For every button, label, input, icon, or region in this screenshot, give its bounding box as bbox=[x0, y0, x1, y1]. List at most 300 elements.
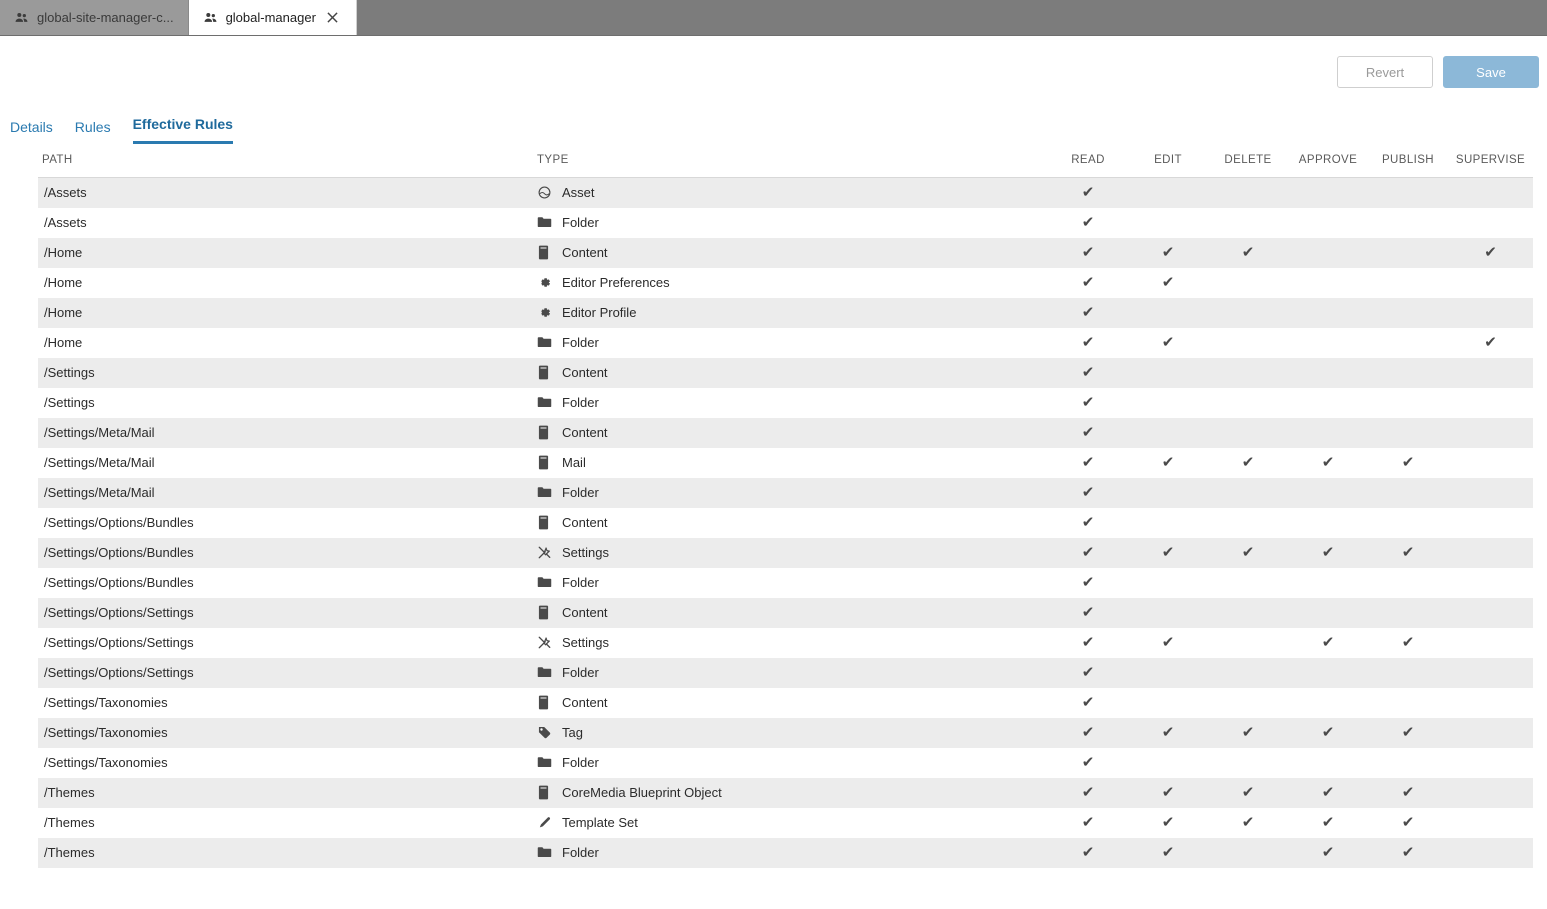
table-row[interactable] bbox=[38, 268, 1533, 298]
cell-type bbox=[533, 628, 1048, 658]
cell-type bbox=[533, 658, 1048, 688]
column-header-read[interactable]: READ bbox=[1048, 154, 1128, 178]
check-icon: ✔ bbox=[1241, 724, 1255, 741]
cell-supervise bbox=[1448, 568, 1533, 598]
cell-delete bbox=[1208, 748, 1288, 778]
table-row[interactable] bbox=[38, 178, 1533, 208]
mail-icon bbox=[537, 455, 553, 471]
cell-approve bbox=[1288, 238, 1368, 268]
cell-supervise bbox=[1448, 388, 1533, 418]
check-icon: ✔ bbox=[1081, 364, 1095, 381]
folder-icon bbox=[537, 755, 553, 771]
cell-supervise bbox=[1448, 448, 1533, 478]
cell-read bbox=[1048, 208, 1128, 238]
check-icon: ✔ bbox=[1241, 244, 1255, 261]
cell-path: /Settings/Meta/Mail bbox=[44, 425, 155, 440]
cell-delete bbox=[1208, 688, 1288, 718]
table-row[interactable] bbox=[38, 838, 1533, 868]
check-icon: ✔ bbox=[1161, 814, 1175, 831]
cell-edit bbox=[1128, 508, 1208, 538]
cell-read bbox=[1048, 508, 1128, 538]
cell-delete bbox=[1208, 238, 1288, 268]
cell-approve bbox=[1288, 838, 1368, 868]
cell-delete bbox=[1208, 778, 1288, 808]
type-label: CoreMedia Blueprint Object bbox=[562, 785, 722, 800]
check-icon: ✔ bbox=[1081, 454, 1095, 471]
tab-rules[interactable]: Rules bbox=[74, 119, 111, 135]
check-icon: ✔ bbox=[1321, 784, 1335, 801]
check-icon: ✔ bbox=[1081, 574, 1095, 591]
cell-read bbox=[1048, 748, 1128, 778]
cell-approve bbox=[1288, 598, 1368, 628]
cell-type bbox=[533, 538, 1048, 568]
tab-details[interactable]: Details bbox=[10, 119, 53, 135]
cell-delete bbox=[1208, 598, 1288, 628]
action-toolbar bbox=[0, 36, 1547, 108]
check-icon: ✔ bbox=[1081, 544, 1095, 561]
cell-edit bbox=[1128, 568, 1208, 598]
type-label: Folder bbox=[562, 755, 599, 770]
cell-delete bbox=[1208, 298, 1288, 328]
table-row[interactable] bbox=[38, 298, 1533, 328]
cell-read bbox=[1048, 718, 1128, 748]
table-row[interactable] bbox=[38, 718, 1533, 748]
cell-type bbox=[533, 238, 1048, 268]
cell-approve bbox=[1288, 688, 1368, 718]
cell-read bbox=[1048, 328, 1128, 358]
check-icon: ✔ bbox=[1081, 214, 1095, 231]
table-row[interactable] bbox=[38, 658, 1533, 688]
cell-supervise bbox=[1448, 808, 1533, 838]
cell-approve bbox=[1288, 208, 1368, 238]
check-icon: ✔ bbox=[1081, 394, 1095, 411]
cell-path: /Settings/Options/Settings bbox=[44, 605, 194, 620]
save-button[interactable]: Save bbox=[1443, 56, 1539, 88]
cell-edit bbox=[1128, 598, 1208, 628]
check-icon: ✔ bbox=[1081, 484, 1095, 501]
cell-delete bbox=[1208, 808, 1288, 838]
content-icon bbox=[537, 695, 553, 711]
cell-approve bbox=[1288, 298, 1368, 328]
type-label: Template Set bbox=[562, 815, 638, 830]
type-label: Content bbox=[562, 425, 608, 440]
cell-read bbox=[1048, 358, 1128, 388]
cell-publish bbox=[1368, 298, 1448, 328]
cell-path: /Settings/Options/Bundles bbox=[44, 545, 194, 560]
column-header-supervise[interactable]: SUPERVISE bbox=[1448, 154, 1533, 178]
cell-approve bbox=[1288, 418, 1368, 448]
cell-delete bbox=[1208, 658, 1288, 688]
table-row[interactable] bbox=[38, 208, 1533, 238]
check-icon: ✔ bbox=[1241, 454, 1255, 471]
check-icon: ✔ bbox=[1161, 334, 1175, 351]
check-icon: ✔ bbox=[1401, 544, 1415, 561]
cell-read bbox=[1048, 448, 1128, 478]
column-header-type[interactable]: TYPE bbox=[533, 154, 1048, 178]
close-icon[interactable] bbox=[324, 9, 342, 27]
check-icon: ✔ bbox=[1161, 784, 1175, 801]
cell-read bbox=[1048, 658, 1128, 688]
cell-path: /Themes bbox=[44, 845, 95, 860]
cell-edit bbox=[1128, 418, 1208, 448]
cell-supervise bbox=[1448, 328, 1533, 358]
browser-tab-label: global-manager bbox=[225, 10, 316, 25]
content-icon bbox=[537, 605, 553, 621]
cell-read bbox=[1048, 238, 1128, 268]
table-row[interactable] bbox=[38, 628, 1533, 658]
cell-supervise bbox=[1448, 688, 1533, 718]
cell-delete bbox=[1208, 328, 1288, 358]
cell-delete bbox=[1208, 448, 1288, 478]
cell-edit bbox=[1128, 328, 1208, 358]
cell-publish bbox=[1368, 838, 1448, 868]
effective-rules-table bbox=[38, 154, 1533, 868]
cell-type bbox=[533, 598, 1048, 628]
cell-publish bbox=[1368, 628, 1448, 658]
cell-path: /Settings/Options/Settings bbox=[44, 635, 194, 650]
folder-icon bbox=[537, 845, 553, 861]
type-label: Content bbox=[562, 605, 608, 620]
cell-publish bbox=[1368, 268, 1448, 298]
check-icon: ✔ bbox=[1081, 844, 1095, 861]
content-icon bbox=[537, 245, 553, 261]
table-row[interactable] bbox=[38, 418, 1533, 448]
cell-edit bbox=[1128, 478, 1208, 508]
check-icon: ✔ bbox=[1321, 724, 1335, 741]
cell-supervise bbox=[1448, 508, 1533, 538]
cell-edit bbox=[1128, 838, 1208, 868]
settings-icon bbox=[537, 635, 553, 651]
browser-tab-0[interactable] bbox=[0, 0, 189, 35]
cell-supervise bbox=[1448, 298, 1533, 328]
cell-type bbox=[533, 808, 1048, 838]
cell-path: /Themes bbox=[44, 815, 95, 830]
check-icon: ✔ bbox=[1401, 784, 1415, 801]
cell-type bbox=[533, 748, 1048, 778]
cell-supervise bbox=[1448, 628, 1533, 658]
cell-type bbox=[533, 778, 1048, 808]
gear-icon bbox=[537, 305, 553, 321]
cell-publish bbox=[1368, 808, 1448, 838]
type-label: Content bbox=[562, 515, 608, 530]
table-row[interactable] bbox=[38, 508, 1533, 538]
cell-publish bbox=[1368, 598, 1448, 628]
content-icon bbox=[537, 515, 553, 531]
check-icon: ✔ bbox=[1081, 274, 1095, 291]
cell-publish bbox=[1368, 448, 1448, 478]
check-icon: ✔ bbox=[1081, 424, 1095, 441]
table-row[interactable] bbox=[38, 328, 1533, 358]
column-header-path[interactable]: PATH bbox=[38, 154, 533, 178]
table-row[interactable] bbox=[38, 568, 1533, 598]
type-label: Folder bbox=[562, 575, 599, 590]
check-icon: ✔ bbox=[1321, 454, 1335, 471]
check-icon: ✔ bbox=[1401, 844, 1415, 861]
check-icon: ✔ bbox=[1081, 754, 1095, 771]
table-row[interactable] bbox=[38, 538, 1533, 568]
cell-edit bbox=[1128, 388, 1208, 418]
cell-supervise bbox=[1448, 718, 1533, 748]
check-icon: ✔ bbox=[1401, 814, 1415, 831]
cell-path: /Settings/Taxonomies bbox=[44, 725, 168, 740]
cell-publish bbox=[1368, 418, 1448, 448]
column-header-delete[interactable]: DELETE bbox=[1208, 154, 1288, 178]
cell-publish bbox=[1368, 328, 1448, 358]
cell-read bbox=[1048, 538, 1128, 568]
type-label: Settings bbox=[562, 635, 609, 650]
cell-supervise bbox=[1448, 778, 1533, 808]
cell-path: /Settings/Options/Bundles bbox=[44, 575, 194, 590]
cell-edit bbox=[1128, 268, 1208, 298]
check-icon: ✔ bbox=[1081, 784, 1095, 801]
cell-publish bbox=[1368, 508, 1448, 538]
cell-edit bbox=[1128, 688, 1208, 718]
check-icon: ✔ bbox=[1241, 784, 1255, 801]
cell-edit bbox=[1128, 538, 1208, 568]
type-label: Content bbox=[562, 245, 608, 260]
check-icon: ✔ bbox=[1081, 634, 1095, 651]
template-icon bbox=[537, 815, 553, 831]
cell-supervise bbox=[1448, 358, 1533, 388]
cell-path: /Settings/Meta/Mail bbox=[44, 485, 155, 500]
cell-type bbox=[533, 448, 1048, 478]
cell-read bbox=[1048, 418, 1128, 448]
cell-supervise bbox=[1448, 838, 1533, 868]
check-icon: ✔ bbox=[1081, 514, 1095, 531]
cell-path: /Home bbox=[44, 305, 83, 320]
check-icon: ✔ bbox=[1161, 274, 1175, 291]
check-icon: ✔ bbox=[1241, 544, 1255, 561]
cell-delete bbox=[1208, 268, 1288, 298]
cell-delete bbox=[1208, 208, 1288, 238]
check-icon: ✔ bbox=[1081, 334, 1095, 351]
cell-delete bbox=[1208, 508, 1288, 538]
check-icon: ✔ bbox=[1081, 604, 1095, 621]
table-row[interactable] bbox=[38, 478, 1533, 508]
type-label: Editor Profile bbox=[562, 305, 637, 320]
type-label: Content bbox=[562, 695, 608, 710]
folder-icon bbox=[537, 665, 553, 681]
check-icon: ✔ bbox=[1161, 544, 1175, 561]
cell-type bbox=[533, 358, 1048, 388]
check-icon: ✔ bbox=[1081, 184, 1095, 202]
folder-icon bbox=[537, 575, 553, 591]
cell-read bbox=[1048, 178, 1128, 208]
cell-read bbox=[1048, 478, 1128, 508]
table-row[interactable] bbox=[38, 688, 1533, 718]
type-label: Tag bbox=[562, 725, 583, 740]
cell-approve bbox=[1288, 718, 1368, 748]
cell-approve bbox=[1288, 628, 1368, 658]
browser-tab-1[interactable] bbox=[189, 0, 357, 35]
cell-read bbox=[1048, 688, 1128, 718]
browser-tab-bar bbox=[0, 0, 1547, 36]
cell-approve bbox=[1288, 808, 1368, 838]
cell-edit bbox=[1128, 448, 1208, 478]
cell-read bbox=[1048, 568, 1128, 598]
content-icon bbox=[537, 785, 553, 801]
check-icon: ✔ bbox=[1161, 634, 1175, 651]
cell-supervise bbox=[1448, 478, 1533, 508]
check-icon: ✔ bbox=[1161, 244, 1175, 261]
cell-publish bbox=[1368, 688, 1448, 718]
type-label: Mail bbox=[562, 455, 586, 470]
cell-type bbox=[533, 208, 1048, 238]
cell-supervise bbox=[1448, 268, 1533, 298]
cell-approve bbox=[1288, 508, 1368, 538]
cell-publish bbox=[1368, 208, 1448, 238]
cell-read bbox=[1048, 388, 1128, 418]
cell-delete bbox=[1208, 718, 1288, 748]
cell-type bbox=[533, 838, 1048, 868]
type-label: Folder bbox=[562, 335, 599, 350]
cell-edit bbox=[1128, 748, 1208, 778]
type-label: Settings bbox=[562, 545, 609, 560]
content-icon bbox=[537, 365, 553, 381]
cell-path: /Settings/Options/Bundles bbox=[44, 515, 194, 530]
cell-type bbox=[533, 328, 1048, 358]
cell-type bbox=[533, 418, 1048, 448]
check-icon: ✔ bbox=[1484, 334, 1497, 351]
revert-button[interactable]: Revert bbox=[1337, 56, 1433, 88]
people-icon bbox=[14, 10, 29, 25]
cell-path: /Settings/Taxonomies bbox=[44, 695, 168, 710]
check-icon: ✔ bbox=[1241, 814, 1255, 831]
folder-icon bbox=[537, 485, 553, 501]
cell-publish bbox=[1368, 538, 1448, 568]
cell-edit bbox=[1128, 808, 1208, 838]
cell-approve bbox=[1288, 568, 1368, 598]
cell-read bbox=[1048, 808, 1128, 838]
check-icon: ✔ bbox=[1321, 544, 1335, 561]
cell-type bbox=[533, 268, 1048, 298]
cell-delete bbox=[1208, 628, 1288, 658]
check-icon: ✔ bbox=[1321, 844, 1335, 861]
cell-approve bbox=[1288, 328, 1368, 358]
table-row[interactable] bbox=[38, 748, 1533, 778]
tag-icon bbox=[537, 725, 553, 741]
tab-effective-rules[interactable]: Effective Rules bbox=[133, 116, 233, 144]
cell-publish bbox=[1368, 388, 1448, 418]
check-icon: ✔ bbox=[1081, 694, 1095, 711]
cell-approve bbox=[1288, 478, 1368, 508]
cell-supervise bbox=[1448, 208, 1533, 238]
cell-read bbox=[1048, 838, 1128, 868]
table-row[interactable] bbox=[38, 778, 1533, 808]
cell-approve bbox=[1288, 658, 1368, 688]
cell-delete bbox=[1208, 478, 1288, 508]
cell-supervise bbox=[1448, 178, 1533, 208]
check-icon: ✔ bbox=[1401, 634, 1415, 651]
table-row[interactable] bbox=[38, 808, 1533, 838]
check-icon: ✔ bbox=[1321, 634, 1335, 651]
cell-delete bbox=[1208, 538, 1288, 568]
cell-read bbox=[1048, 268, 1128, 298]
cell-edit bbox=[1128, 208, 1208, 238]
cell-type bbox=[533, 688, 1048, 718]
column-header-edit[interactable]: EDIT bbox=[1128, 154, 1208, 178]
cell-publish bbox=[1368, 238, 1448, 268]
check-icon: ✔ bbox=[1401, 454, 1415, 471]
cell-publish bbox=[1368, 568, 1448, 598]
cell-supervise bbox=[1448, 538, 1533, 568]
cell-edit bbox=[1128, 358, 1208, 388]
check-icon: ✔ bbox=[1484, 244, 1497, 261]
cell-path: /Settings/Options/Settings bbox=[44, 665, 194, 680]
cell-approve bbox=[1288, 268, 1368, 298]
cell-type bbox=[533, 178, 1048, 208]
type-label: Folder bbox=[562, 665, 599, 680]
gear-icon bbox=[537, 275, 553, 291]
browser-tab-label: global-site-manager-c... bbox=[37, 10, 174, 25]
check-icon: ✔ bbox=[1081, 244, 1095, 261]
cell-approve bbox=[1288, 358, 1368, 388]
table-header-row bbox=[38, 154, 1533, 178]
cell-delete bbox=[1208, 418, 1288, 448]
cell-edit bbox=[1128, 658, 1208, 688]
cell-read bbox=[1048, 628, 1128, 658]
check-icon: ✔ bbox=[1081, 814, 1095, 831]
tab-strip bbox=[0, 108, 1547, 144]
cell-supervise bbox=[1448, 658, 1533, 688]
cell-publish bbox=[1368, 358, 1448, 388]
table-row[interactable] bbox=[38, 358, 1533, 388]
cell-path: /Themes bbox=[44, 785, 95, 800]
cell-type bbox=[533, 298, 1048, 328]
cell-publish bbox=[1368, 178, 1448, 208]
cell-path: /Assets bbox=[44, 215, 87, 230]
cell-publish bbox=[1368, 778, 1448, 808]
cell-type bbox=[533, 478, 1048, 508]
type-label: Editor Preferences bbox=[562, 275, 670, 290]
settings-icon bbox=[537, 545, 553, 561]
check-icon: ✔ bbox=[1161, 724, 1175, 741]
cell-supervise bbox=[1448, 598, 1533, 628]
cell-delete bbox=[1208, 568, 1288, 598]
check-icon: ✔ bbox=[1401, 724, 1415, 741]
type-label: Folder bbox=[562, 845, 599, 860]
table-row[interactable] bbox=[38, 238, 1533, 268]
type-label: Folder bbox=[562, 215, 599, 230]
check-icon: ✔ bbox=[1081, 304, 1095, 321]
table-row[interactable] bbox=[38, 388, 1533, 418]
column-header-publish[interactable]: PUBLISH bbox=[1368, 154, 1448, 178]
cell-delete bbox=[1208, 838, 1288, 868]
cell-publish bbox=[1368, 658, 1448, 688]
cell-approve bbox=[1288, 448, 1368, 478]
cell-edit bbox=[1128, 718, 1208, 748]
cell-delete bbox=[1208, 178, 1288, 208]
table-row[interactable] bbox=[38, 448, 1533, 478]
table-row[interactable] bbox=[38, 598, 1533, 628]
cell-path: /Home bbox=[44, 275, 83, 290]
cell-approve bbox=[1288, 178, 1368, 208]
check-icon: ✔ bbox=[1161, 844, 1175, 861]
type-label: Folder bbox=[562, 485, 599, 500]
column-header-approve[interactable]: APPROVE bbox=[1288, 154, 1368, 178]
cell-supervise bbox=[1448, 748, 1533, 778]
check-icon: ✔ bbox=[1081, 664, 1095, 681]
type-label: Content bbox=[562, 365, 608, 380]
folder-icon bbox=[537, 335, 553, 351]
cell-publish bbox=[1368, 718, 1448, 748]
check-icon: ✔ bbox=[1321, 814, 1335, 831]
cell-path: /Settings bbox=[44, 395, 95, 410]
cell-supervise bbox=[1448, 418, 1533, 448]
cell-edit bbox=[1128, 238, 1208, 268]
cell-read bbox=[1048, 298, 1128, 328]
cell-path: /Assets bbox=[44, 185, 87, 201]
